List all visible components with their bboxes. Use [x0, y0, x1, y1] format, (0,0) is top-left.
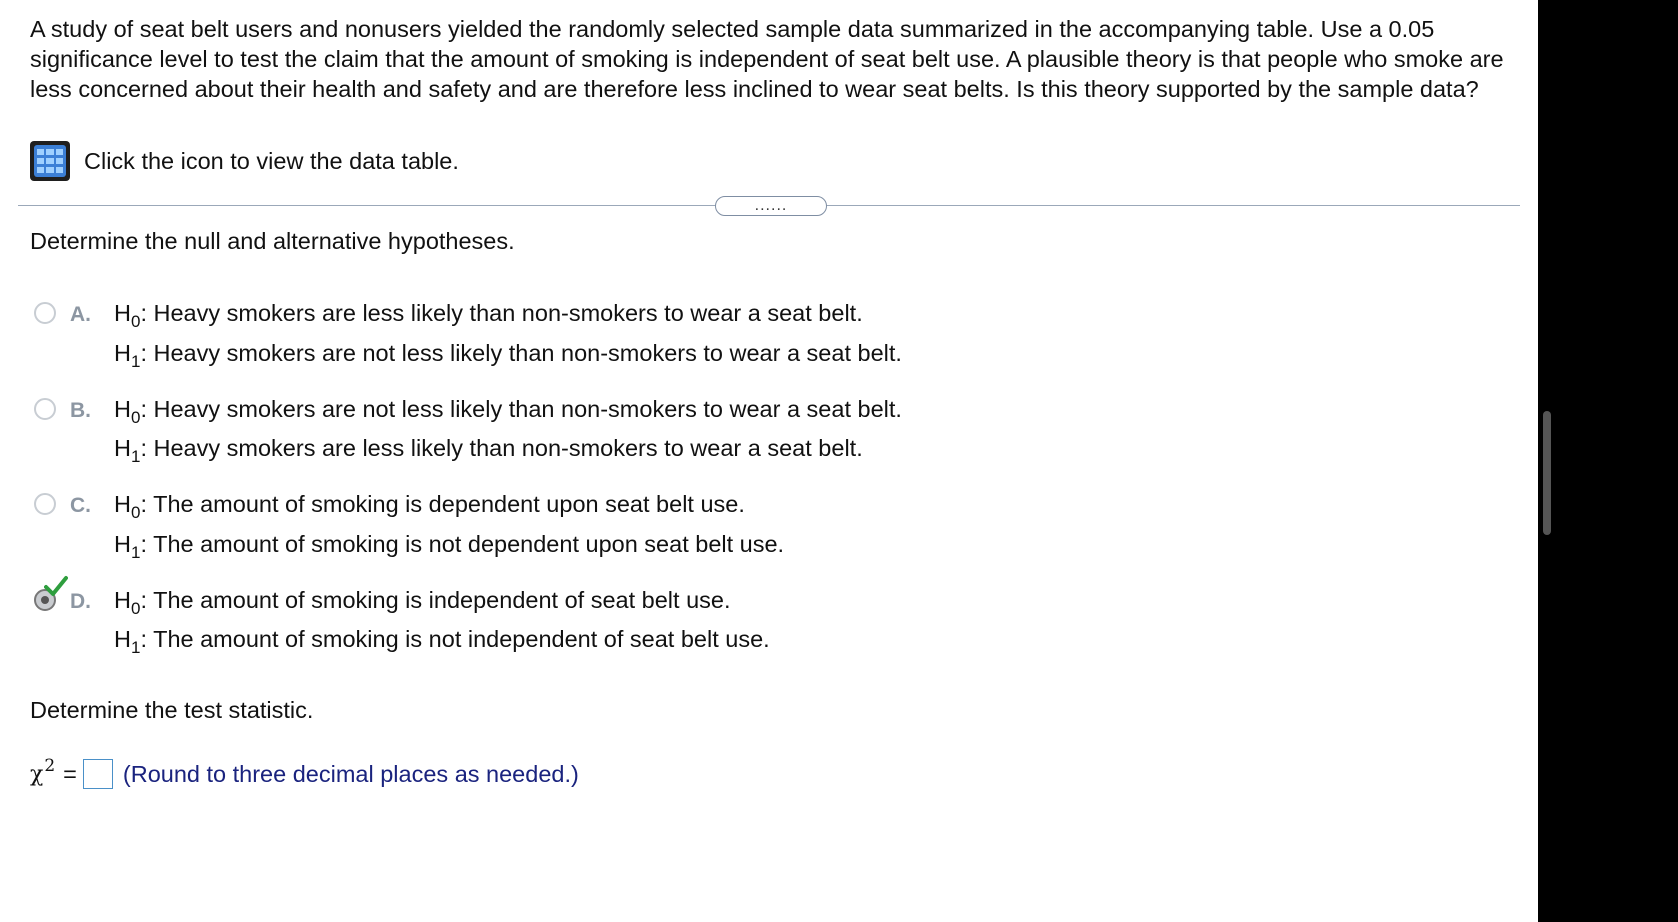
correct-check-icon	[44, 575, 68, 597]
test-statistic-input[interactable]	[83, 759, 113, 789]
question-text: A study of seat belt users and nonusers yielded the randomly selected sample data summarized in the accompanying table. Use a 0.05 significance level to test the claim that the amount of smoking is independent of seat belt use. A plausible theory is that people who smoke are less concerned about their health and safety and are therefore less inclined to wear seat belts. Is this theory supported by the sample data?	[30, 16, 1504, 102]
option-letter: C.	[70, 494, 91, 517]
data-table-label[interactable]: Click the icon to view the data table.	[84, 147, 459, 174]
alternative-hypothesis: $H_1$: Heavy smokers are less likely than non-smokers to wear a seat belt.	[114, 435, 863, 466]
answer-row	[30, 754, 579, 794]
option-letter: A.	[70, 303, 91, 326]
data-table-link[interactable]	[30, 140, 459, 182]
alternative-hypothesis: $H_1$: The amount of smoking is not independent of seat belt use.	[114, 626, 770, 657]
radio-button-a[interactable]	[34, 302, 56, 324]
test-statistic-prompt: Determine the test statistic.	[30, 697, 314, 723]
chi-square-symbol: $\chi^2$	[30, 755, 56, 787]
alternative-hypothesis: $H_1$: The amount of smoking is not dependent upon seat belt use.	[114, 531, 785, 562]
option-letter: B.	[70, 399, 91, 422]
window-edge	[1538, 0, 1678, 922]
null-hypothesis: $H_0$: The amount of smoking is dependent upon seat belt use.	[114, 491, 745, 522]
option-b[interactable]	[34, 396, 1034, 476]
null-hypothesis: $H_0$: Heavy smokers are not less likely than non-smokers to wear a seat belt.	[114, 396, 902, 427]
radio-button-b[interactable]	[34, 398, 56, 420]
radio-button-c[interactable]	[34, 493, 56, 515]
option-c[interactable]	[34, 491, 1034, 571]
alternative-hypothesis: $H_1$: Heavy smokers are not less likely than non-smokers to wear a seat belt.	[114, 340, 902, 371]
table-icon[interactable]	[30, 141, 70, 181]
equals-sign: =	[63, 760, 77, 787]
scrollbar-thumb[interactable]	[1543, 411, 1551, 535]
option-a[interactable]	[34, 300, 1034, 380]
option-d[interactable]	[34, 587, 1034, 667]
rounding-hint: (Round to three decimal places as needed.)	[122, 760, 579, 787]
expand-button[interactable]: ......	[715, 196, 827, 216]
null-hypothesis: $H_0$: The amount of smoking is independent of seat belt use.	[114, 587, 731, 618]
hypotheses-prompt: Determine the null and alternative hypotheses.	[30, 228, 515, 254]
null-hypothesis: $H_0$: Heavy smokers are less likely than non-smokers to wear a seat belt.	[114, 300, 863, 331]
option-letter: D.	[70, 590, 91, 613]
